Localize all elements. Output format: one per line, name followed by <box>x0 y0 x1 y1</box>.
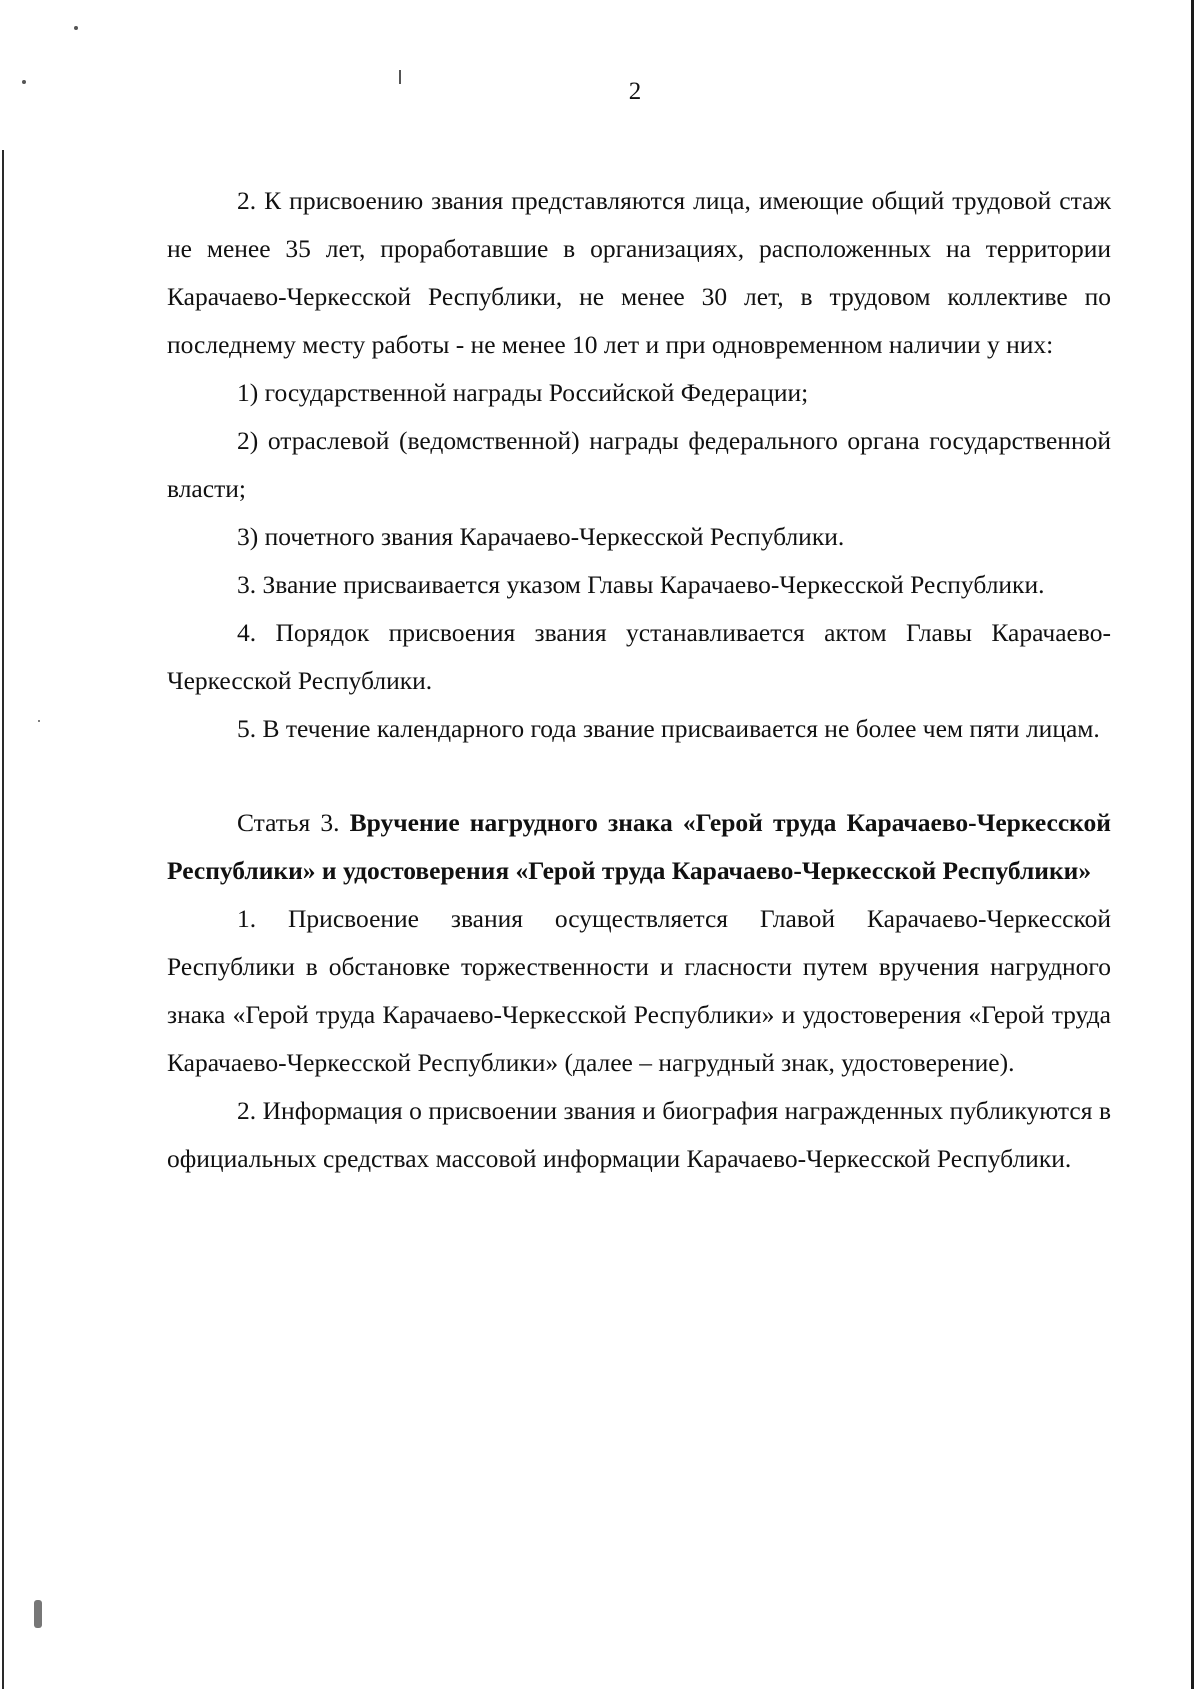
page-number: 2 <box>628 78 642 105</box>
article-heading <box>167 799 1111 895</box>
paragraph: 3) почетного звания Карачаево-Черкесской Республики. <box>237 522 845 551</box>
paragraph: 2. Информация о присвоении звания и биография награжденных публикуются в официальных средствах массовой информации Карачаево-Черкесской Республики. <box>167 1096 1111 1173</box>
scan-speck <box>74 26 78 30</box>
scan-speck <box>34 1600 42 1628</box>
article-label: Статья 3. <box>237 808 340 837</box>
scan-edge-right <box>1191 0 1194 1689</box>
paragraph: 3. Звание присваивается указом Главы Карачаево-Черкесской Республики. <box>237 570 1045 599</box>
paragraph: 2. К присвоению звания представляются лица, имеющие общий трудовой стаж не менее 35 лет, проработавшие в организациях, расположенных на территории Карачаево-Черкесской Республики, не менее 30 лет, в трудовом коллективе по последнему месту работы - не менее 10 лет и при одновременном наличии у них: <box>167 186 1111 359</box>
paragraph: 1. Присвоение звания осуществляется Главой Карачаево-Черкесской Республики в обстановке торжественности и гласности путем вручения нагрудного знака «Герой труда Карачаево-Черкесской Республики» и удостоверения «Герой труда Карачаево-Черкесской Республики» (далее – нагрудный знак, удостоверение). <box>167 904 1111 1077</box>
paragraph: 2) отраслевой (ведомственной) награды федерального органа государственной власти; <box>167 426 1111 503</box>
paragraph: 1) государственной награды Российской Федерации; <box>237 378 809 407</box>
scan-speck <box>38 720 40 722</box>
scan-edge-left <box>2 150 4 1689</box>
article-title: Вручение нагрудного знака «Герой труда Карачаево-Черкесской Республики» и удостоверения «Герой труда Карачаево-Черкесской Республики» <box>167 808 1111 885</box>
paragraph: 4. Порядок присвоения звания устанавливается актом Главы Карачаево-Черкесской Республики. <box>167 618 1111 695</box>
paragraph: 5. В течение календарного года звание присваивается не более чем пяти лицам. <box>237 714 1100 743</box>
document-body <box>167 177 1111 1183</box>
